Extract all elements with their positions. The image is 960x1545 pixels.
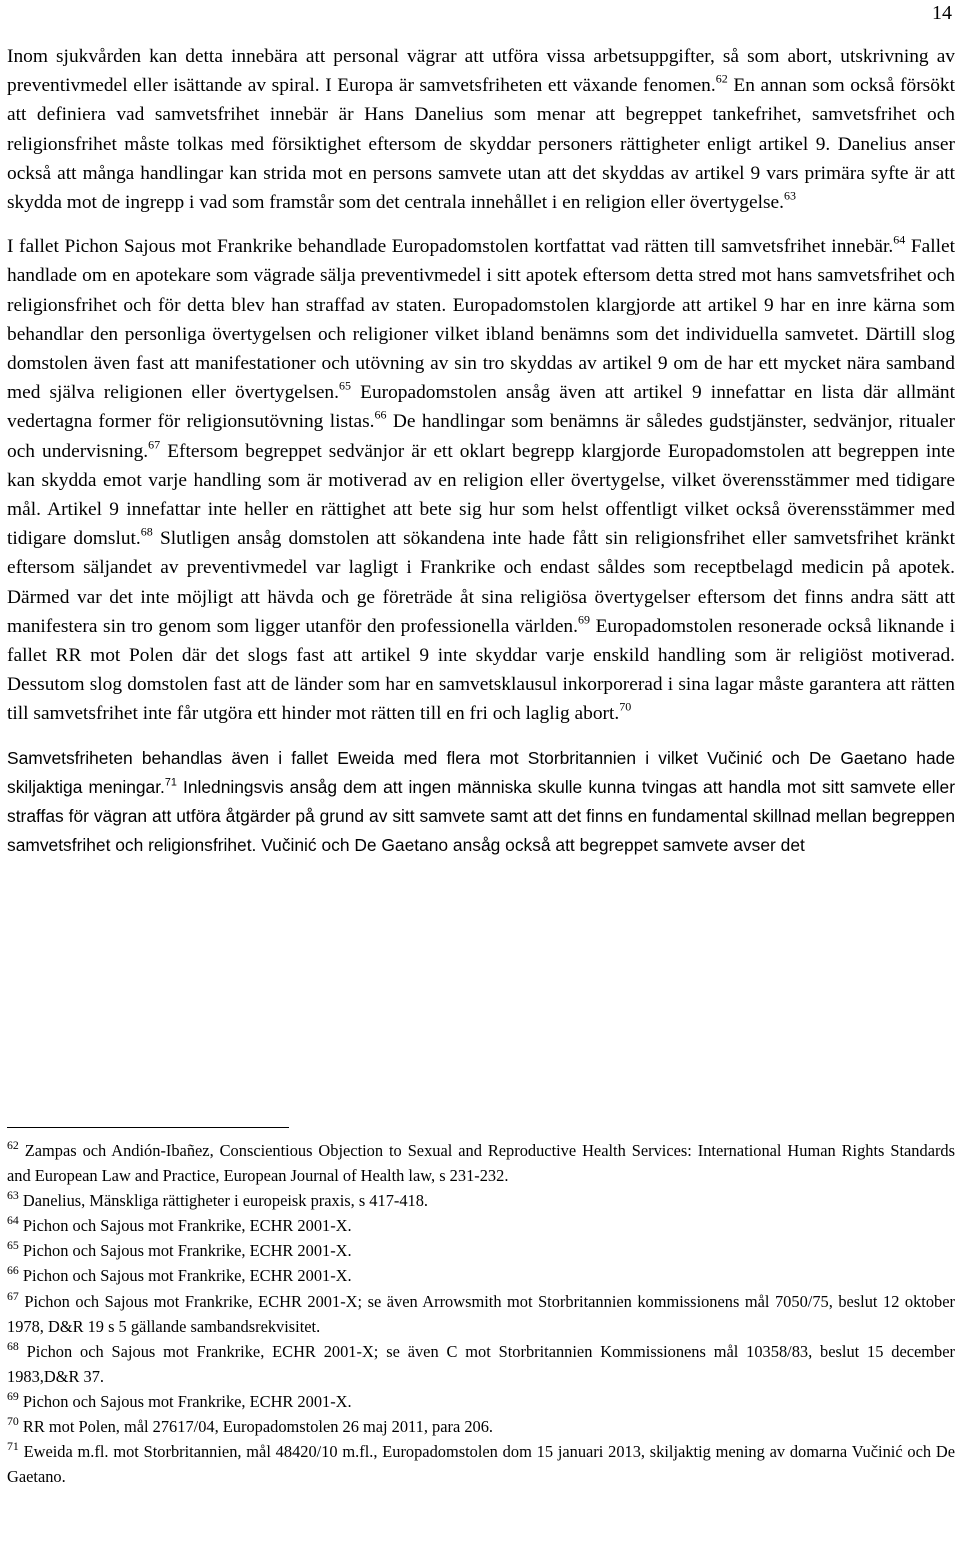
footnote-text: Pichon och Sajous mot Frankrike, ECHR 2001-X; se även Arrowsmith mot Storbritannien kommissionens mål 7050/75, beslut 12 oktober 1978, D&R 19 s 5 gällande sambandsrekvisitet. [7,1291,955,1336]
footnote [7,1389,955,1414]
footnote-text: Danelius, Mänskliga rättigheter i europeisk praxis, s 417-418. [22,1191,429,1211]
paragraph [7,744,955,861]
footnote-reference[interactable]: 70 [619,700,632,715]
footnote-reference[interactable]: 65 [338,378,351,393]
footnote [7,1238,955,1263]
footnote-number: 67 [7,1288,19,1303]
text-run: En annan som också försökt att definiera vad samvetsfrihet innebär är Hans Danelius som menar att begreppet tankefrihet, samvetsfrihet och religionsfrihet måste tolkas med försiktighet eftersom de skyddar personers rättigheter enligt artikel 9. Danelius anser också att många handlingar kan strida mot en persons samvete utan att det skyddas av artikel 9 vars primära syfte är att skydda mot de ingrepp i vad som framstår som det centrala innehållet i en religion eller övertygelse. [7,75,955,214]
footnote-text: Eweida m.fl. mot Storbritannien, mål 48420/10 m.fl., Europadomstolen dom 15 januari 2013, skiljaktig mening av domarna Vučinić och De Gaetano. [7,1442,955,1487]
footnote [7,1263,955,1288]
footnote-number: 65 [7,1238,19,1253]
footnote-text: Pichon och Sajous mot Frankrike, ECHR 2001-X; se även C mot Storbritannien Kommissionens mål 10358/83, beslut 15 december 1983,D&R 37. [7,1341,955,1386]
text-run: Europadomstolen ansåg även att artikel 9 innefattar en lista där allmänt vedertagna former för religionsutövning listas. [7,382,955,433]
text-run: Inledningsvis ansåg dem att ingen människa skulle kunna tvingas att handla mot sitt samvete eller straffas för vägran att utföra åtgärder på grund av sitt samvete samt att det finns en fundamental skillnad mellan begreppen samvetsfrihet och religionsfrihet. Vučinić och De Gaetano ansåg också att begreppet samvete avser det [7,776,955,856]
footnote-text: Pichon och Sajous mot Frankrike, ECHR 2001-X. [22,1241,352,1261]
page-number: 14 [932,2,952,24]
text-run: Fallet handlade om en apotekare som vägrade sälja preventivmedel i sitt apotek eftersom detta stred mot hans samvetsfrihet och religionsfrihet och för detta blev han straffad av staten. Europadomstolen klargjorde att artikel 9 har en inre kärna som behandlar den personliga övertygelsen och religioner vilket ibland benämns som det individuella samvetet. Därtill slog domstolen även fast att manifestationer och utövning av sin tro skyddas av artikel 9 om de har ett mycket nära samband med själva religionen eller övertygelsen. [7,236,955,404]
text-run: Europadomstolen resonerade också liknande i fallet RR mot Polen där det slogs fast att artikel 9 inte skyddar varje enskild handling som är religiöst motiverad. Dessutom slog domstolen fast att de länder som har en samvetsklausul inkorporerad i sina lagar måste garantera att rätten till samvetsfrihet inte får utgöra ett hinder mot rätten till en fri och laglig abort. [7,615,955,725]
footnote-number: 62 [7,1137,19,1152]
footnote [7,1414,955,1439]
footnote [7,1213,955,1238]
footnote-separator [7,1127,289,1128]
paragraph [7,232,955,728]
text-run: Eftersom begreppet sedvänjor är ett oklart begrepp klargjorde Europadomstolen att begreppen inte kan skydda emot varje handling som är motiverad av en religion eller övertygelse, vilket överensstämmer med tidigare mål. Artikel 9 innefattar inte heller en rättighet att bete sig hur som helst offentligt vilket också överensstämmer med tidigare domslut. [7,440,955,550]
footnote-text: RR mot Polen, mål 27617/04, Europadomstolen 26 maj 2011, para 206. [22,1417,494,1437]
footnote [7,1188,955,1213]
footnote-reference[interactable]: 66 [374,408,387,423]
footnote-reference[interactable]: 62 [715,71,728,86]
footnote-number: 70 [7,1413,19,1428]
footnote-number: 68 [7,1338,19,1353]
footnote-text: Zampas och Andión-Ibañez, Conscientious Objection to Sexual and Reproductive Health Services: International Human Rights Standards and European Law and Practice, European Journal of Health law, s 231-232. [7,1141,955,1186]
footnote-reference[interactable]: 63 [784,188,797,203]
text-run: De handlingar som benämns är således gudstjänster, sedvänjor, ritualer och undervisning. [7,411,955,462]
footnote-number: 63 [7,1188,19,1203]
footnote-reference[interactable]: 69 [577,612,590,627]
footnote [7,1138,955,1188]
footnote [7,1439,955,1489]
paragraph [7,42,955,217]
footnotes [7,1138,955,1489]
footnote [7,1289,955,1339]
footnote-reference[interactable]: 68 [140,524,153,539]
footnote-text: Pichon och Sajous mot Frankrike, ECHR 2001-X. [22,1216,352,1236]
text-run: Slutligen ansåg domstolen att sökandena inte hade fått sin religionsfrihet eller samvetsfrihet kränkt eftersom säljandet av preventivmedel var lagligt i Frankrike och endast såldes som receptbelagd medicin på apotek. Därmed var det inte möjligt att hävda och ge företräde åt sina religiösa övertygelser eftersom det finns andra sätt att manifestera sin tro genom som ligger utanför den professionella världen. [7,528,955,637]
footnote-text: Pichon och Sajous mot Frankrike, ECHR 2001-X. [22,1266,352,1286]
footnote-reference[interactable]: 71 [164,776,177,789]
body-text [7,42,955,860]
footnote-number: 71 [7,1439,19,1454]
footnote-text: Pichon och Sajous mot Frankrike, ECHR 2001-X. [22,1391,352,1411]
footnote-reference[interactable]: 67 [148,437,161,452]
text-run: I fallet Pichon Sajous mot Frankrike behandlade Europadomstolen kortfattat vad rätten till samvetsfrihet innebär. [7,236,894,258]
text-run: Inom sjukvården kan detta innebära att personal vägrar att utföra vissa arbetsuppgifter, så som abort, utskrivning av preventivmedel eller isättande av spiral. I Europa är samvetsfriheten ett växande fenomen. [7,46,955,97]
footnote [7,1339,955,1389]
text-run: Samvetsfriheten behandlas även i fallet Eweida med flera mot Storbritannien i vilket Vučinić och De Gaetano hade skiljaktiga meningar. [7,747,955,797]
footnote-number: 64 [7,1213,19,1228]
footnote-number: 69 [7,1388,19,1403]
footnote-number: 66 [7,1263,19,1278]
footnote-reference[interactable]: 64 [893,232,906,247]
